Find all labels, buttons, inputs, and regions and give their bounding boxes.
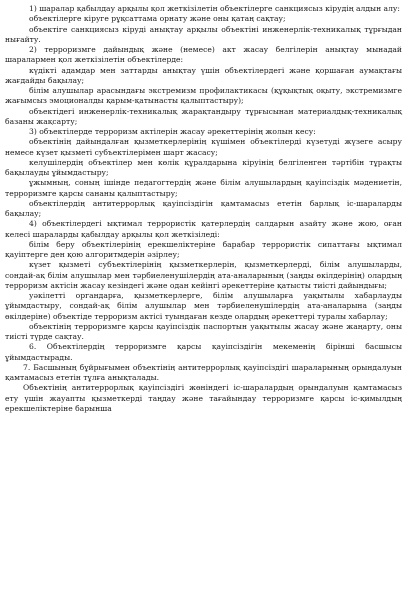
paragraph: объектінің дайындалған қызметкерлерінің күшімен объектілерді күзетуді жүзеге асыру немесе күзет қызметі субъектілерімен шарт жасасу; bbox=[5, 137, 402, 157]
paragraph: келушілердің объектілер мен көлік құралдарына кіруінің белгіленген тәртібін тұрақты бақылауды ұйымдастыру; bbox=[5, 157, 402, 177]
paragraph: күдікті адамдар мен заттарды анықтау үшін объектілердегі және қоршаған аумақтағы жағдайды бақылау; bbox=[5, 65, 402, 85]
paragraph: 4) объектілердегі ықтимал террористік қатерлердің салдарын азайту және жою, оған келесі шараларды қабылдау арқылы қол жеткізіледі: bbox=[5, 219, 402, 239]
paragraph: білім алушылар арасындағы экстремизм профилактикасы (құқықтық оқыту, экстремизмге жағымсыз эмоционалды қарым-қатынасты қалыптастыру); bbox=[5, 86, 402, 106]
paragraph: Объектінің антитеррорлық қауіпсіздігі жөніндегі іс-шаралардың орындалуын қамтамасыз ету үшін жауапты қызметкерді таңдау және тағайындау терроризмге қарсы іс-қимылдың ерекшеліктеріне барынша bbox=[5, 383, 402, 413]
paragraph: 7. Басшының бұйрығымен объектінің антитеррорлық қауіпсіздігі шараларының орындалуын қамтамасыз ететін тұлға анықталады. bbox=[5, 362, 402, 382]
paragraph: білім беру объектілерінің ерекшеліктеріне барабар террористік сипаттағы ықтимал қауіптерге ден қою алгоритмдерін әзірлеу; bbox=[5, 239, 402, 259]
paragraph: 1) шаралар қабылдау арқылы қол жеткізілетін объектілерге санкциясыз кірудің алдын алу: bbox=[29, 4, 400, 13]
paragraph: объектілердің антитеррорлық қауіпсіздігін қамтамасыз ететін барлық іс-шараларды бақылау; bbox=[5, 198, 402, 218]
paragraph: 3) объектілерде терроризм актілерін жасау әрекеттерінің жолын кесу: bbox=[29, 127, 316, 136]
paragraph: 2) терроризмге дайындық және (немесе) акт жасау белгілерін анықтау мынадай шаралармен қол жеткізілетін объектілерде: bbox=[5, 45, 402, 65]
paragraph: ұжымның, соның ішінде педагогтердің және білім алушылардың қауіпсіздік мәдениетін, терроризмге қарсы сананы қалыптастыру; bbox=[5, 178, 402, 198]
paragraph: объектідегі инженерлік-техникалық жарақтандыру тұрғысынан материалдық-техникалық базаны жақсарту; bbox=[5, 106, 402, 126]
paragraph: күзет қызметі субъектілерінің қызметкерлерін, қызметкерлерді, білім алушыларды, сондай-ақ білім алушылар мен тәрбиеленушілердің ата-аналарының (заңды өкілдерінің) олардың терроризм актісін жасау кезіндегі және одан кейінгі әрекеттеріне қатысты тиісті дайындығы; bbox=[5, 260, 402, 290]
paragraph: объектілерге кіруге рұқсаттама орнату және оны қатаң сақтау; bbox=[29, 14, 286, 24]
paragraph: объектінің терроризмге қарсы қауіпсіздік паспортын уақытылы жасау және жаңарту, оны тиісті түрде сақтау. bbox=[5, 321, 402, 341]
paragraph: объектіге санкциясыз кіруді анықтау арқылы объектіні инженерлік-техникалық тұрғыдан нығайту. bbox=[5, 24, 402, 44]
paragraph: уәкілетті органдарға, қызметкерлерге, білім алушыларға уақытылы хабарлауды ұйымдастыру, сондай-ақ білім алушылар мен тәрбиеленушілердің ата-аналарына (заңды өкілдеріне) объектіде терроризм актісі туындаған кезде олардың әрекеттері туралы хабарлау; bbox=[5, 291, 402, 321]
paragraph: 6. Объектілердің терроризмге қарсы қауіпсіздігін мекеменің бірінші басшысы ұйымдастырады. bbox=[5, 342, 402, 362]
